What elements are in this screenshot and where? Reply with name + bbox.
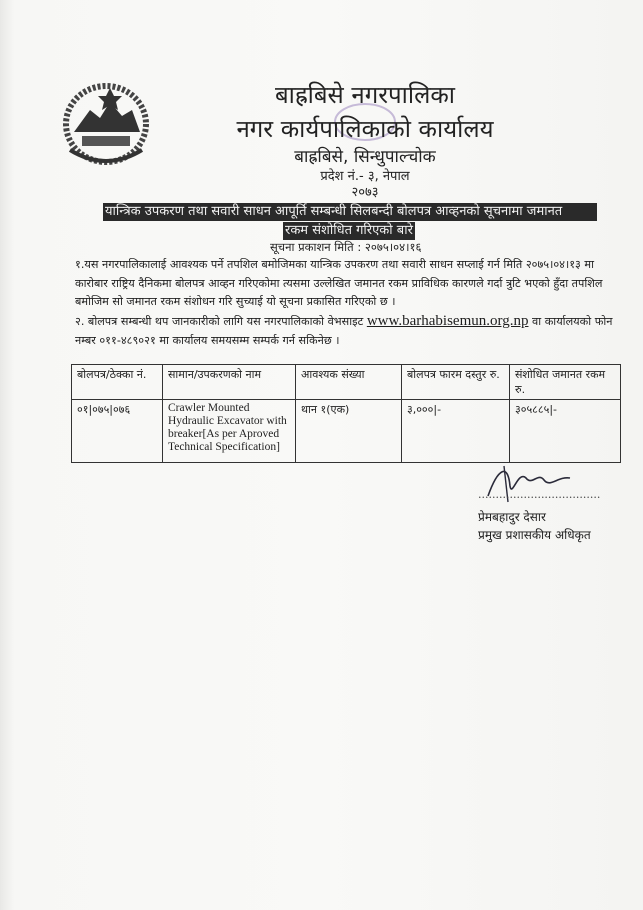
notice-paragraph-2 <box>75 312 615 350</box>
year-line: २०७३ <box>351 185 379 200</box>
signatory-name: प्रेमबहादुर देसार <box>478 510 546 524</box>
office-name: नगर कार्यपालिकाको कार्यालय <box>236 115 494 143</box>
signature-dots: ................................... <box>478 488 601 501</box>
office-address: बाह्रबिसे, सिन्धुपाल्चोक <box>294 147 436 167</box>
tender-table <box>71 364 621 463</box>
cell-item-name: Crawler Mounted Hydraulic Excavator with breaker[As per Aproved Technical Specification] <box>163 400 296 463</box>
cell-form-fee: ३,०००|- <box>402 400 510 463</box>
province-line: प्रदेश नं.- ३, नेपाल <box>320 169 410 184</box>
website-link[interactable]: www.barhabisemun.org.np <box>366 313 529 329</box>
col-form-fee: बोलपत्र फारम दस्तुर रु. <box>402 365 510 400</box>
cell-revised-bid-security: ३०५८८५|- <box>510 400 621 463</box>
col-item-name: सामान/उपकरणको नाम <box>163 365 296 400</box>
cell-quantity: थान १(एक) <box>296 400 402 463</box>
municipality-name: बाह्रबिसे नगरपालिका <box>274 81 456 109</box>
paragraph-2-lead: २. बोलपत्र सम्बन्धी थप जानकारीको लागि यस नगरपालिकाको वेभसाइट <box>75 315 364 328</box>
col-revised-bid-security: संशोधित जमानत रकम रु. <box>510 365 621 400</box>
notice-paragraph-1: १.यस नगरपालिकालाई आवश्यक पर्ने तपशिल बमोजिमका यान्त्रिक उपकरण तथा सवारी साधन सप्लाई गर्न मिति २०७५।०४।१३ मा कारोबार राष्ट्रिय दैनिकमा बोलपत्र आव्हन गरिएकोमा त्यसमा उल्लेखित जमानत रकम प्राविधिक कारणले गर्दा त्रुटि भएको हुँदा तपशिल बमोजिम सो जमानत रकम संशोधन गरि सुच्याई यो सूचना प्रकासित गरिएको छ । <box>75 258 603 308</box>
col-quantity: आवश्यक संख्या <box>296 365 402 400</box>
cell-tender-number: ०१|०७५|०७६ <box>72 400 163 463</box>
notice-heading-line1: यान्त्रिक उपकरण तथा सवारी साधन आपूर्ति सम्बन्धी सिलबन्दी बोलपत्र आव्हनको सूचनामा जमानत <box>103 203 597 221</box>
nepal-emblem-icon <box>60 80 152 168</box>
notice-heading-line2: रकम संशोधित गरिएको बारे <box>285 223 413 238</box>
table-row <box>72 400 621 463</box>
paragraph-2-tail: वा कार्यालयको फोन नम्बर ०११-४८९०२१ मा कार्यालय समयसम्म सम्पर्क गर्न सकिनेछ । <box>75 315 613 347</box>
col-tender-number: बोलपत्र/ठेक्का नं. <box>72 365 163 400</box>
publication-date: सूचना प्रकाशन मिति : २०७५।०४।१६ <box>270 240 422 254</box>
signatory-title: प्रमुख प्रशासकीय अधिकृत <box>478 528 591 542</box>
table-header-row <box>72 365 621 400</box>
